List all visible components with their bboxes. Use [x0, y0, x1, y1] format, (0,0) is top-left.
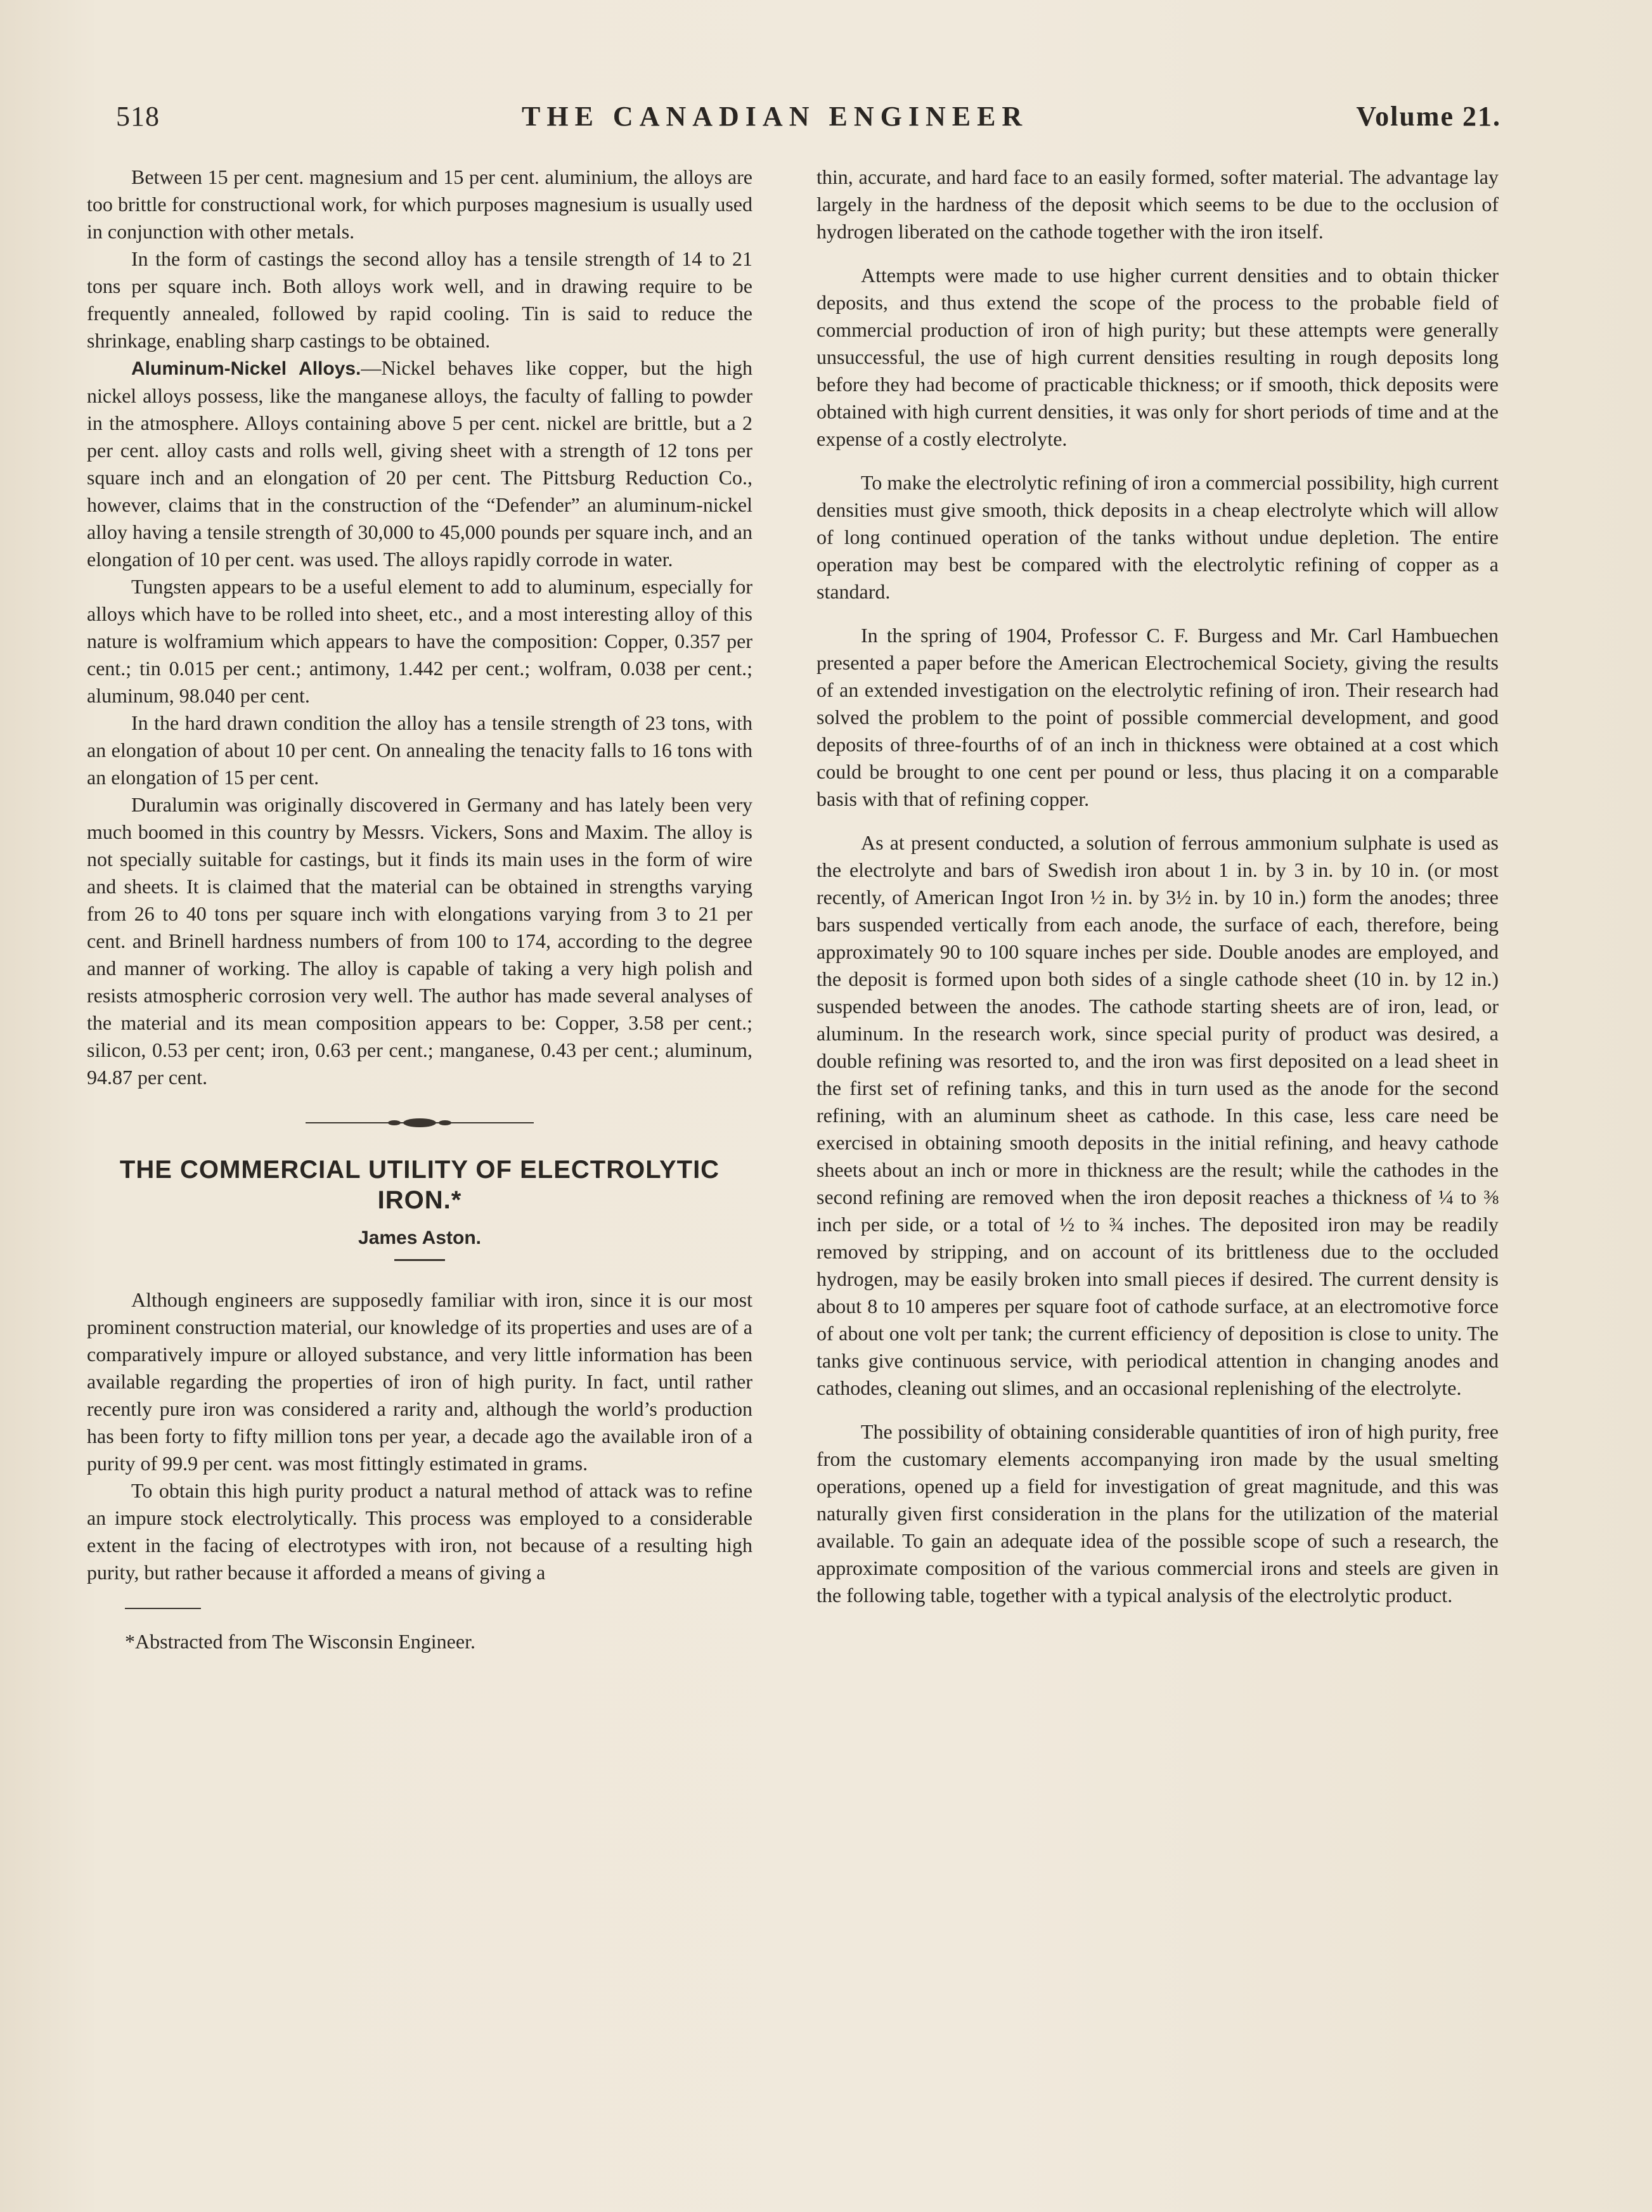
page-number: 518: [116, 101, 160, 132]
section-run-in-heading: Aluminum-Nickel Alloys.: [131, 358, 361, 379]
paragraph: [87, 354, 752, 573]
section-ornament: [306, 1116, 534, 1129]
paragraph: thin, accurate, and hard face to an easily formed, softer material. The advantage lay largely in the hardness of the deposit which seems to be due to the occlusion of hydrogen liberated on the cathode together with the iron itself.: [816, 165, 1499, 243]
divider: [394, 1259, 445, 1261]
paragraph: To obtain this high purity product a natural method of attack was to refine an impure stock electrolytically. This process was employed to a considerable extent in the facing of electrotypes with iron, not because of a resulting high purity, but rather because it afforded a means of giving a: [87, 1479, 752, 1584]
paragraph: Although engineers are supposedly familiar with iron, since it is our most prominent construction material, our knowledge of its properties and uses are of a comparatively impure or alloyed substance, and very little information has been available regarding the properties of iron of high purity. In fact, until rather recently pure iron was considered a rarity and, although the world’s production has been forty to fifty million tons per year, a decade ago the available iron of a purity of 99.9 per cent. was most fittingly estimated in grams.: [87, 1288, 752, 1475]
footnote-divider: [125, 1608, 201, 1609]
paragraph: Attempts were made to use higher current densities and to obtain thicker deposits, and thus extend the scope of the process to the probable field of commercial production of iron of high purity; but these attempts were generally unsuccessful, the use of high current densities resulting in rough deposits long before they had become of practicable thickness; or if smooth, thick deposits were obtained with high current densities, it was only for short periods of time and at the expense of a costly electrolyte.: [816, 264, 1499, 450]
paragraph: In the hard drawn condition the alloy has a tensile strength of 23 tons, with an elongation of about 10 per cent. On annealing the tenacity falls to 16 tons with an elongation of 15 per cent.: [87, 711, 752, 789]
paragraph: Between 15 per cent. magnesium and 15 per cent. aluminium, the alloys are too brittle for constructional work, for which purposes magnesium is usually used in conjunction with other metals.: [87, 165, 752, 243]
paragraph: As at present conducted, a solution of ferrous ammonium sulphate is used as the electrolyte and bars of Swedish iron about 1 in. by 3 in. by 10 in. (or most recently, of American Ingot Iron ½ in. by 3½ in. by 10 in.) form the anodes; three bars suspended vertically from each anode, the surface of each, therefore, being approximately 90 to 100 square inches per side. Double anodes are employed, and the deposit is formed upon both sides of a single cathode sheet (10 in. by 12 in.) suspended between the anodes. The cathode starting sheets are of iron, lead, or aluminum. In the research work, since special purity of product was desired, a double refining was resorted to, and the iron was first deposited on a lead sheet in the first set of refining tanks, and this in turn used as the anode for the second refining, with an aluminum sheet as cathode. In this case, less care need be exercised in obtaining smooth deposits in the initial refining, and heavy cathode sheets about an inch or more in thickness are the result; while the cathodes in the second refining are removed when the iron deposit reaches a thickness of ¼ to ⅜ inch per side, or a total of ½ to ¾ inches. The deposited iron may be readily removed by stripping, and on account of its brittleness due to the occluded hydrogen, may be easily broken into small pieces if desired. The current density is about 8 to 10 amperes per square foot of cathode surface, at an electromotive force of about one volt per tank; the current efficiency of deposition is close to unity. The tanks give continuous service, with periodical attention in changing anodes and cathodes, cleaning out slimes, and an occasional replenishing of the electrolyte.: [816, 831, 1499, 1399]
article-title: THE COMMERCIAL UTILITY OF ELECTROLYTIC IRON.*: [119, 1156, 720, 1214]
article-author: James Aston.: [358, 1227, 481, 1248]
left-column: [87, 164, 752, 1655]
right-column: [816, 164, 1499, 1626]
journal-title: THE CANADIAN ENGINEER: [522, 101, 1029, 132]
paragraph: To make the electrolytic refining of iron a commercial possibility, high current densities must give smooth, thick deposits in a cheap electrolyte which will allow of long continued operation of the tanks without undue depletion. The entire operation may best be compared with the electrolytic refining of copper as a standard.: [816, 471, 1499, 603]
paragraph: Tungsten appears to be a useful element to add to aluminum, especially for alloys which have to be rolled into sheet, etc., and a most interesting alloy of this nature is wolframium which appears to have the composition: Copper, 0.357 per cent.; tin 0.015 per cent.; antimony, 1.442 per cent.; wolfram, 0.038 per cent.; aluminum, 98.040 per cent.: [87, 575, 752, 707]
paragraph: In the spring of 1904, Professor C. F. Burgess and Mr. Carl Hambuechen presented a paper before the American Electrochemical Society, giving the results of an extended investigation on the electrolytic refining of iron. Their research had solved the problem to the point of possible commercial development, and good deposits of three-fourths of of an inch in thickness were obtained at a cost which could be brought to one cent per pound or less, thus placing it on a comparable basis with that of refining copper.: [816, 624, 1499, 810]
volume-label: Volume 21.: [1356, 101, 1501, 132]
paragraph: The possibility of obtaining considerable quantities of iron of high purity, free from the customary elements accompanying iron made by the usual smelting operations, opened up a field for investigation of great magnitude, and this was naturally given first consideration in the plans for the utilization of the material available. To gain an adequate idea of the possible scope of such a research, the approximate composition of the various commercial irons and steels are given in the following table, together with a typical analysis of the electrolytic product.: [816, 1420, 1499, 1607]
footnote: *Abstracted from The Wisconsin Engineer.: [125, 1630, 475, 1653]
running-header: [116, 100, 1501, 138]
paragraph: In the form of castings the second alloy has a tensile strength of 14 to 21 tons per square inch. Both alloys work well, and in drawing require to be frequently annealed, followed by rapid cooling. Tin is said to reduce the shrinkage, enabling sharp castings to be obtained.: [87, 247, 752, 352]
paragraph-text: —Nickel behaves like copper, but the high nickel alloys possess, like the manganese alloys, the faculty of falling to powder in the atmosphere. Alloys containing above 5 per cent. nickel are brittle, but a 2 per cent. alloy casts and rolls well, giving sheet with a strength of 12 tons per square inch and an elongation of 20 per cent. The Pittsburg Reduction Co., however, claims that in the construction of the “Defender” an aluminum-nickel alloy having a tensile strength of 30,000 to 45,000 pounds per square inch, and an elongation of 10 per cent. was used. The alloys rapidly corrode in water.: [87, 356, 753, 571]
paragraph: Duralumin was originally discovered in Germany and has lately been very much boomed in this country by Messrs. Vickers, Sons and Maxim. The alloy is not specially suitable for castings, but it finds its main uses in the form of wire and sheets. It is claimed that the material can be obtained in strengths varying from 26 to 40 tons per square inch with elongations varying from 3 to 21 per cent. and Brinell hardness numbers of from 100 to 174, according to the degree and manner of working. The alloy is capable of taking a very high polish and resists atmospheric corrosion very well. The author has made several analyses of the material and its mean composition appears to be: Copper, 3.58 per cent.; silicon, 0.53 per cent; iron, 0.63 per cent.; manganese, 0.43 per cent.; aluminum, 94.87 per cent.: [87, 793, 752, 1089]
